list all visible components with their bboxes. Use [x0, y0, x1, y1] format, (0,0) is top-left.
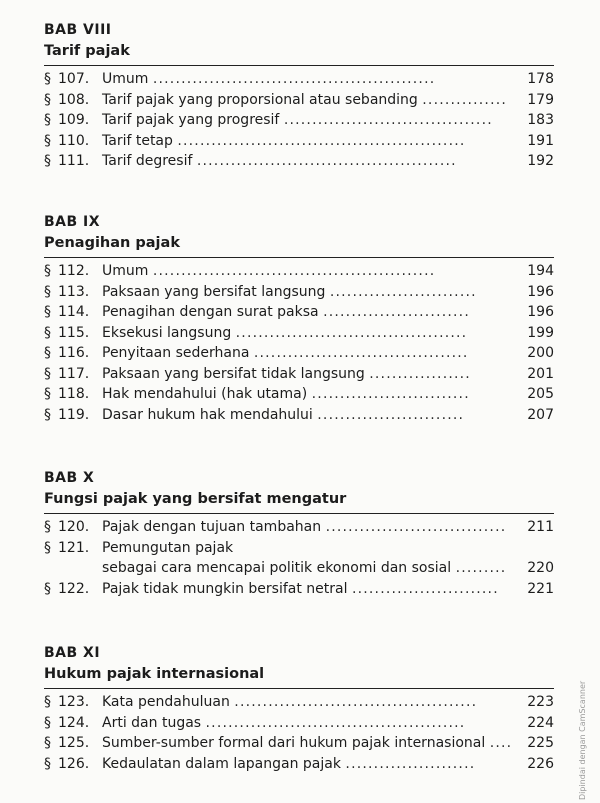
- toc-entry[interactable]: [44, 151, 554, 172]
- entry-number: 107.: [58, 71, 90, 87]
- section-symbol: §: [44, 91, 51, 108]
- entry-title: Dasar hukum hak mendahului ..........................: [102, 406, 465, 423]
- entry-title: Paksaan yang bersifat tidak langsung ..................: [102, 365, 471, 382]
- section-symbol: §: [44, 735, 51, 751]
- page-number: 226: [527, 755, 554, 772]
- entry-number: 124.: [58, 714, 90, 731]
- toc-entry[interactable]: [44, 110, 554, 131]
- entry-title-continued: sebagai cara mencapai politik ekonomi dan sosial .........: [102, 560, 507, 576]
- section-symbol: §: [44, 112, 51, 128]
- page-number: 191: [527, 132, 554, 149]
- entry-number: 112.: [58, 263, 90, 279]
- entry-title: Penyitaan sederhana ......................................: [102, 345, 469, 361]
- section-symbol: §: [44, 386, 51, 402]
- entry-number: 117.: [58, 365, 90, 382]
- page-number: 194: [527, 263, 554, 279]
- toc-entry[interactable]: [44, 405, 554, 426]
- toc-entry[interactable]: [44, 754, 554, 775]
- entry-title: Eksekusi langsung .........................................: [102, 324, 468, 341]
- page-number: 220: [527, 560, 554, 576]
- entry-title: Hak mendahului (hak utama) ............................: [102, 386, 470, 402]
- section-symbol: §: [44, 406, 51, 423]
- entry-title: Tarif tetap ...................................................: [102, 132, 466, 149]
- chapter-title: Penagihan pajak: [44, 235, 180, 251]
- section-symbol: §: [44, 519, 51, 535]
- entry-number: 115.: [58, 324, 90, 341]
- toc-entry[interactable]: [44, 733, 554, 754]
- page-number: 223: [527, 694, 554, 710]
- page-number: 199: [527, 324, 554, 341]
- entry-title: Kata pendahuluan ...........................................: [102, 694, 478, 710]
- toc-entry[interactable]: [44, 364, 554, 385]
- entry-number: 126.: [58, 755, 90, 772]
- toc-entry[interactable]: [44, 323, 554, 344]
- page-number: 196: [527, 304, 554, 320]
- entry-number: 114.: [58, 304, 90, 320]
- entry-number: 116.: [58, 345, 90, 361]
- toc-entry[interactable]: [44, 692, 554, 713]
- entry-title: Umum ..................................................: [102, 263, 436, 279]
- chapter-title: Tarif pajak: [44, 43, 130, 59]
- chapter-bab-viii: [44, 20, 554, 172]
- page-number: 207: [527, 406, 554, 423]
- toc-entry[interactable]: [44, 517, 554, 538]
- toc-entry[interactable]: [44, 713, 554, 734]
- page-number: 211: [527, 519, 554, 535]
- page-number: 179: [527, 91, 554, 108]
- entry-list: [44, 261, 554, 425]
- entry-number: 118.: [58, 386, 90, 402]
- entry-title: Tarif pajak yang progresif .....................................: [102, 112, 493, 128]
- entry-number: 122.: [58, 580, 90, 597]
- page-number: 225: [527, 735, 554, 751]
- entry-title: Pajak dengan tujuan tambahan ................................: [102, 519, 507, 535]
- section-symbol: §: [44, 283, 51, 300]
- entry-number: 120.: [58, 519, 90, 535]
- entry-list: [44, 517, 554, 599]
- toc-entry[interactable]: [44, 90, 554, 111]
- section-symbol: §: [44, 580, 51, 597]
- toc-entry[interactable]: [44, 384, 554, 405]
- entry-title: Tarif degresif ..............................................: [102, 153, 457, 169]
- entry-title: Umum ..................................................: [102, 71, 436, 87]
- section-symbol: §: [44, 755, 51, 772]
- entry-title: Kedaulatan dalam lapangan pajak .......................: [102, 755, 476, 772]
- section-symbol: §: [44, 694, 51, 710]
- entry-title: Paksaan yang bersifat langsung ..........................: [102, 283, 477, 300]
- chapter-bab-ix: [44, 212, 554, 425]
- section-symbol: §: [44, 714, 51, 731]
- section-symbol: §: [44, 324, 51, 341]
- entry-title: Penagihan dengan surat paksa ..........................: [102, 304, 470, 320]
- entry-number: 109.: [58, 112, 90, 128]
- chapter-title: Hukum pajak internasional: [44, 666, 265, 682]
- page-number: 178: [527, 71, 554, 87]
- chapter-title: Fungsi pajak yang bersifat mengatur: [44, 491, 347, 507]
- divider: [44, 688, 554, 689]
- entry-number: 123.: [58, 694, 90, 710]
- toc-entry[interactable]: [44, 302, 554, 323]
- page-number: 200: [527, 345, 554, 361]
- toc-entry[interactable]: [44, 538, 554, 579]
- scanner-watermark: Dipindai dengan CamScanner: [578, 680, 587, 800]
- toc-entry[interactable]: [44, 261, 554, 282]
- divider: [44, 257, 554, 258]
- entry-number: 113.: [58, 283, 90, 300]
- entry-title: Sumber-sumber formal dari hukum pajak internasional ....: [102, 735, 513, 751]
- entry-number: 119.: [58, 406, 90, 423]
- entry-number: 125.: [58, 735, 90, 751]
- page-number: 205: [527, 386, 554, 402]
- entry-number: 110.: [58, 132, 90, 149]
- entry-title: Arti dan tugas ..............................................: [102, 714, 466, 731]
- chapter-label: BAB X: [44, 470, 95, 486]
- section-symbol: §: [44, 304, 51, 320]
- section-symbol: §: [44, 345, 51, 361]
- chapter-bab-xi: [44, 643, 554, 774]
- section-symbol: §: [44, 539, 51, 556]
- entry-title: Pajak tidak mungkin bersifat netral ..........................: [102, 580, 499, 597]
- section-symbol: §: [44, 263, 51, 279]
- page-number: 221: [527, 580, 554, 597]
- section-symbol: §: [44, 365, 51, 382]
- toc-entry[interactable]: [44, 131, 554, 152]
- entry-number: 121.: [58, 539, 90, 556]
- divider: [44, 65, 554, 66]
- entry-number: 108.: [58, 91, 90, 108]
- entry-list: [44, 692, 554, 774]
- page-number: 201: [527, 365, 554, 382]
- page-number: 224: [527, 714, 554, 731]
- toc-entry[interactable]: [44, 69, 554, 90]
- entry-list: [44, 69, 554, 172]
- toc-entry[interactable]: [44, 343, 554, 364]
- page-number: 183: [527, 112, 554, 128]
- entry-title: Tarif pajak yang proporsional atau sebanding ...............: [102, 91, 508, 108]
- entry-title: Pemungutan pajak: [102, 539, 234, 556]
- page-number: 192: [527, 153, 554, 169]
- toc-entry[interactable]: [44, 282, 554, 303]
- chapter-label: BAB XI: [44, 645, 101, 661]
- page-number: 196: [527, 283, 554, 300]
- chapter-label: BAB VIII: [44, 22, 112, 38]
- chapter-bab-x: [44, 468, 554, 599]
- entry-number: 111.: [58, 153, 90, 169]
- chapter-label: BAB IX: [44, 214, 101, 230]
- section-symbol: §: [44, 153, 51, 169]
- section-symbol: §: [44, 71, 51, 87]
- section-symbol: §: [44, 132, 51, 149]
- divider: [44, 513, 554, 514]
- toc-entry[interactable]: [44, 579, 554, 600]
